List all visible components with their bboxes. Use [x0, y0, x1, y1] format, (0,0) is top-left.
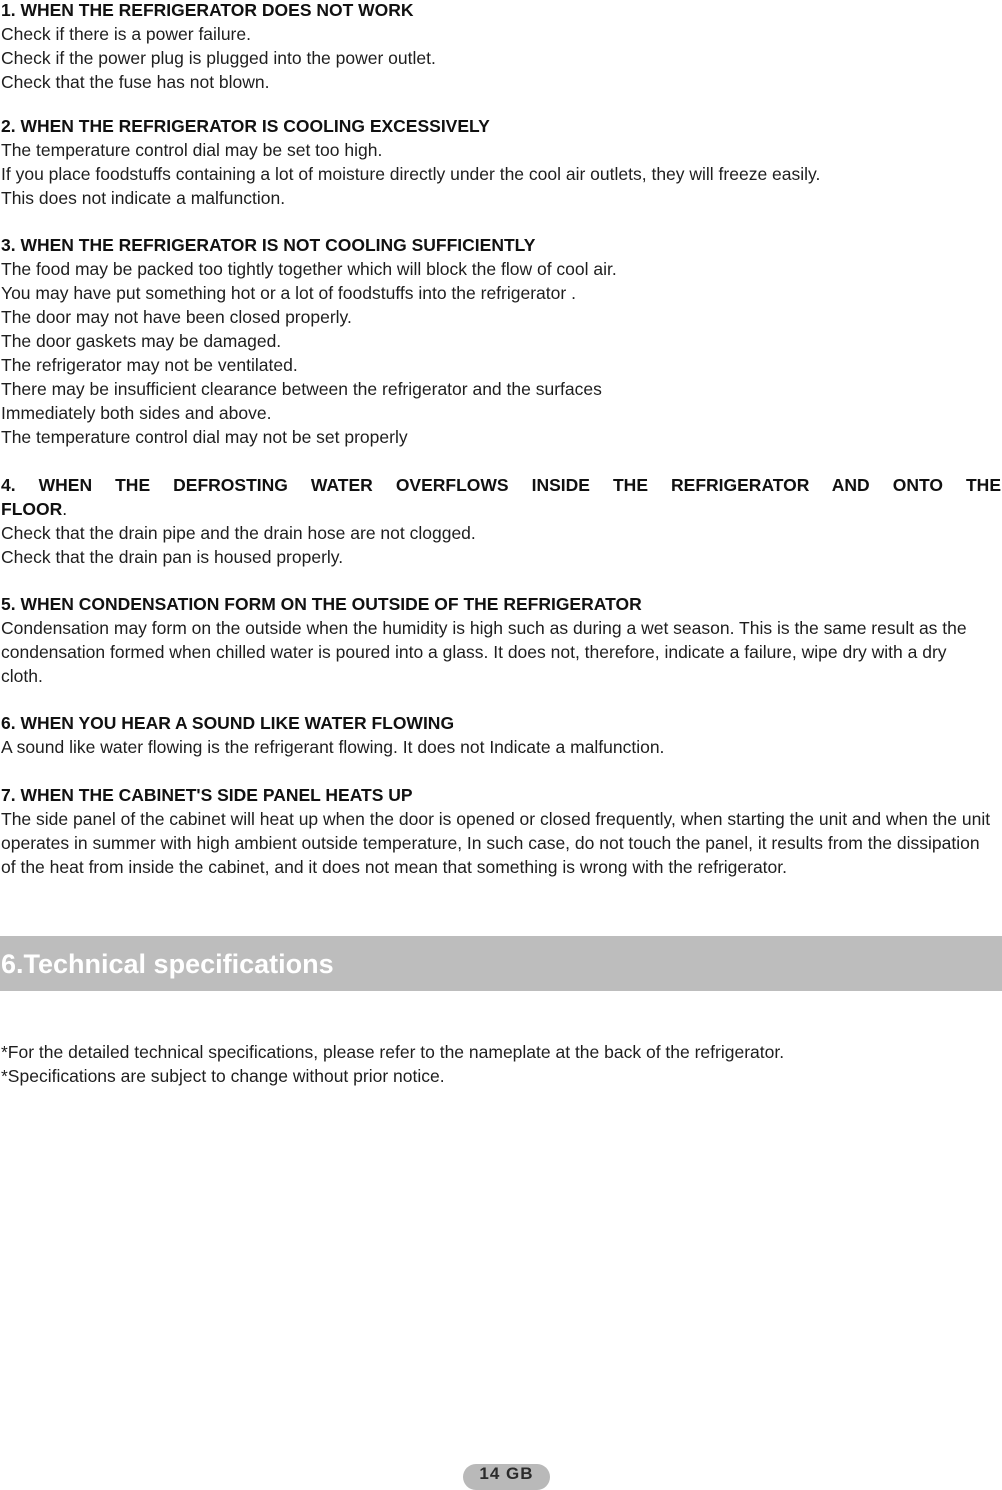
section-5-paragraph: Condensation may form on the outside when the humidity is high such as during a wet season. This is the same result as the condensation formed when chilled water is poured into a glass. It does not, therefore, indicate a failure, wipe dry with a dry cloth. — [1, 618, 967, 686]
tech-specs-banner — [0, 936, 1002, 991]
section-3 — [1, 233, 1001, 449]
section-5-heading: 5. WHEN CONDENSATION FORM ON THE OUTSIDE OF THE REFRIGERATOR — [1, 594, 642, 614]
section-3-line: There may be insufficient clearance between the refrigerator and the surfaces — [1, 379, 602, 399]
section-3-line: The door gaskets may be damaged. — [1, 331, 282, 351]
section-3-line: You may have put something hot or a lot of foodstuffs into the refrigerator . — [1, 283, 576, 303]
section-6 — [1, 711, 1001, 759]
section-4-heading-period: . — [62, 499, 68, 519]
page-number-label: 14 GB — [479, 1464, 534, 1483]
section-3-heading: 3. WHEN THE REFRIGERATOR IS NOT COOLING SUFFICIENTLY — [1, 235, 536, 255]
section-2-heading: 2. WHEN THE REFRIGERATOR IS COOLING EXCESSIVELY — [1, 116, 490, 136]
section-4-heading-continued — [1, 497, 1001, 521]
section-4 — [1, 473, 1001, 569]
section-1-heading: 1. WHEN THE REFRIGERATOR DOES NOT WORK — [1, 0, 414, 20]
section-7 — [1, 783, 1001, 879]
section-4-heading: 4. WHEN THE DEFROSTING WATER OVERFLOWS INSIDE THE REFRIGERATOR AND ONTO THE — [1, 475, 1001, 495]
tech-specs-notes — [1, 1040, 1001, 1088]
section-6-line: A sound like water flowing is the refrigerant flowing. It does not Indicate a malfunction. — [1, 737, 665, 757]
tech-specs-note: *Specifications are subject to change without prior notice. — [1, 1066, 445, 1086]
tech-specs-note: *For the detailed technical specifications, please refer to the nameplate at the back of the refrigerator. — [1, 1042, 785, 1062]
section-3-line: The food may be packed too tightly together which will block the flow of cool air. — [1, 259, 617, 279]
section-3-line: The temperature control dial may not be set properly — [1, 427, 408, 447]
section-5 — [1, 592, 1001, 688]
section-4-heading-word: FLOOR — [1, 499, 63, 519]
section-6-heading: 6. WHEN YOU HEAR A SOUND LIKE WATER FLOWING — [1, 713, 455, 733]
section-4-line: Check that the drain pipe and the drain hose are not clogged. — [1, 523, 476, 543]
section-3-line: Immediately both sides and above. — [1, 403, 272, 423]
section-2-line: The temperature control dial may be set too high. — [1, 140, 383, 160]
section-7-heading: 7. WHEN THE CABINET'S SIDE PANEL HEATS UP — [1, 785, 413, 805]
section-3-line: The refrigerator may not be ventilated. — [1, 355, 298, 375]
tech-specs-title: 6.Technical specifications — [1, 949, 334, 979]
section-2 — [1, 114, 1001, 210]
section-2-line: If you place foodstuffs containing a lot of moisture directly under the cool air outlets, they will freeze easily. — [1, 164, 821, 184]
section-1-line: Check if the power plug is plugged into the power outlet. — [1, 48, 436, 68]
section-4-line: Check that the drain pan is housed properly. — [1, 547, 344, 567]
section-2-line: This does not indicate a malfunction. — [1, 188, 286, 208]
section-1-line: Check if there is a power failure. — [1, 24, 251, 44]
section-3-line: The door may not have been closed properly. — [1, 307, 352, 327]
section-1 — [1, 0, 1001, 94]
section-7-paragraph: The side panel of the cabinet will heat up when the door is opened or closed frequently, when starting the unit and when the unit operates in summer with high ambient outside temperature, In such case, do not touch the panel, it results from the dissipation of the heat from inside the cabinet, and it does not mean that something is wrong with the refrigerator. — [1, 809, 991, 877]
page-number-badge — [463, 1464, 550, 1490]
section-1-line: Check that the fuse has not blown. — [1, 72, 270, 92]
